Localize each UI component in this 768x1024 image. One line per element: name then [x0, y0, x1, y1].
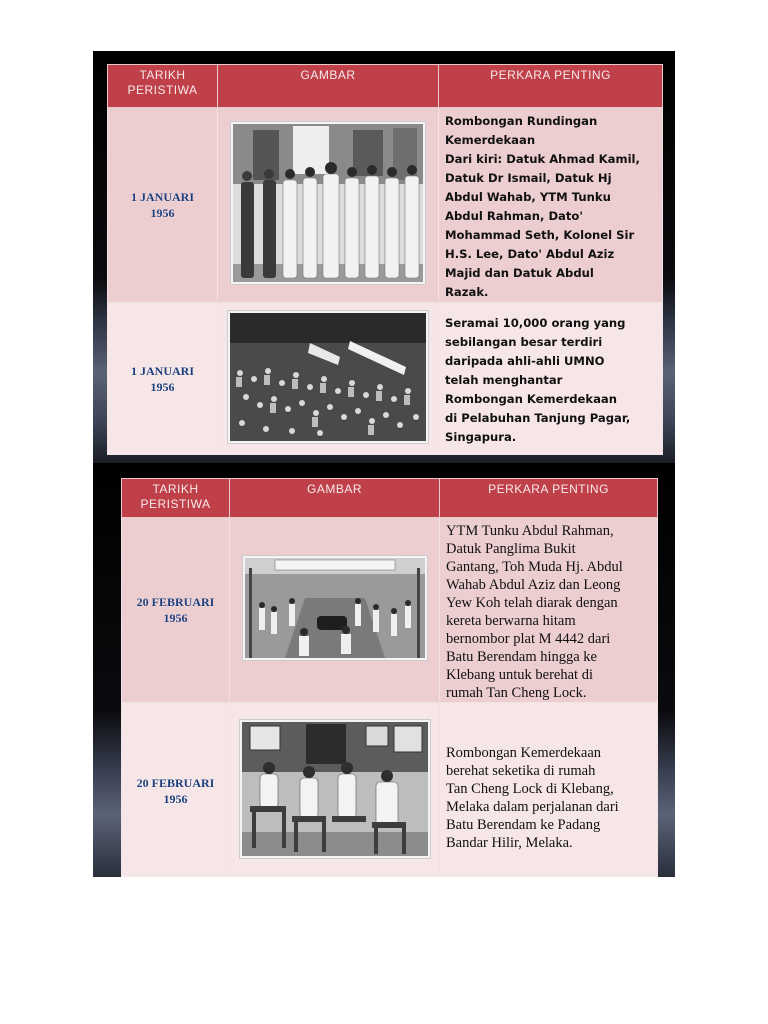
header-important: PERKARA PENTING — [440, 479, 658, 518]
date-day-month: 1 JANUARI — [131, 190, 194, 204]
header-row — [122, 479, 658, 518]
timeline-table-2 — [121, 478, 658, 877]
event-description: YTM Tunku Abdul Rahman, Datuk Panglima Bukit Gantang, Toh Muda Hj. Abdul Wahab Abdul Aziz dan Leong Yew Koh telah diarak dengan kereta berwarna hitam bernombor plat M 4442 dari Batu Berendam hingga ke Klebang untuk berehat di rumah Tan Cheng Lock. — [446, 523, 623, 701]
date-cell — [108, 108, 218, 303]
date-year: 1956 — [150, 206, 175, 220]
event-description: Rombongan Rundingan Kemerdekaan Dari kiri: Datuk Ahmad Kamil, Datuk Dr Ismail, Datuk Hj Abdul Wahab, YTM Tunku Abdul Rahman, Dato' Mohammad Seth, Kolonel Sir H.S. Lee, Dato' Abdul Aziz Majid dan Datuk Abdul Razak. — [445, 114, 640, 299]
header-date: TARIKH PERISTIWA — [122, 479, 230, 518]
event-description: Seramai 10,000 orang yang sebilangan besar terdiri daripada ahli-ahli UMNO telah menghantar Rombongan Kemerdekaan di Pelabuhan Tanjung Pagar, Singapura. — [445, 316, 631, 444]
date-year: 1956 — [163, 611, 188, 625]
header-row — [108, 65, 663, 108]
description-cell — [439, 108, 663, 303]
timeline-table-1 — [107, 64, 663, 455]
date-year: 1956 — [163, 791, 188, 806]
header-important: PERKARA PENTING — [439, 65, 663, 108]
motorcade-photo — [243, 556, 427, 660]
header-picture: GAMBAR — [230, 479, 440, 518]
description-cell — [439, 303, 663, 455]
date-day-month: 20 FEBRUARI — [136, 775, 215, 790]
crowd-photo — [228, 311, 428, 443]
date-cell — [108, 303, 218, 455]
photo-cell — [218, 303, 439, 455]
header-date: TARIKH PERISTIWA — [108, 65, 218, 108]
date-day-month: 1 JANUARI — [131, 363, 194, 378]
photo-cell — [230, 703, 440, 878]
date-day-month: 20 FEBRUARI — [136, 595, 215, 609]
event-description: Rombongan Kemerdekaan berehat seketika di rumah Tan Cheng Lock di Klebang, Melaka dalam perjalanan dari Batu Berendam ke Padang Bandar Hilir, Melaka. — [446, 744, 619, 851]
group-portrait-photo — [231, 122, 425, 284]
table-row — [122, 703, 658, 878]
slide-2 — [93, 463, 675, 877]
table-row — [122, 518, 658, 703]
photo-cell — [230, 518, 440, 703]
date-cell — [122, 518, 230, 703]
table-row — [108, 303, 663, 455]
date-cell — [122, 703, 230, 878]
description-cell — [440, 518, 658, 703]
description-cell — [440, 703, 658, 878]
photo-cell — [218, 108, 439, 303]
slide-1 — [93, 51, 675, 463]
header-picture: GAMBAR — [218, 65, 439, 108]
seated-group-photo — [240, 720, 430, 858]
table-row — [108, 108, 663, 303]
date-year: 1956 — [150, 379, 175, 394]
